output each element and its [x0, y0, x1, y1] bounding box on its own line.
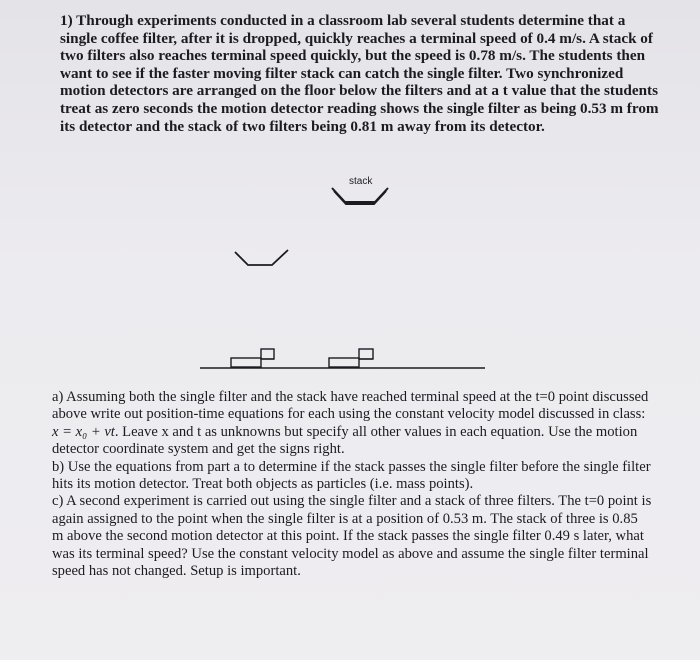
- motion-detector-icon: [231, 349, 274, 367]
- part-a-intro: a) Assuming both the single filter and the stack have reached terminal speed at the t=0 point discussed above write out position-time equations for each using the constant velocity model discussed in class:: [52, 389, 649, 423]
- part-b: b) Use the equations from part a to determine if the stack passes the single filter before the single filter hits its motion detector. Treat both objects as particles (i.e. mass points).: [52, 458, 651, 493]
- part-a-rest: . Leave x and t as unknowns but specify all other values in each equation. Use the motion detector coordinate system and get the signs right.: [52, 423, 638, 458]
- stack-filter-icon: [332, 188, 388, 204]
- single-filter-icon: [235, 250, 288, 265]
- filter-diagram: [0, 172, 700, 382]
- stack-label: stack: [349, 176, 373, 187]
- part-c: c) A second experiment is carried out using the single filter and a stack of three filters. The t=0 point is again assigned to the point when the single filter is at a position of 0.53 m. The stack of three is 0.85 m above the second motion detector at this point. If the stack passes the single filter 0.49 s later, what was its terminal speed? Use the constant velocity model as above and assume the single filter terminal speed has not changed. Setup is important.: [52, 493, 652, 580]
- problem-intro: 1) Through experiments conducted in a classroom lab several students determine that a single coffee filter, after it is dropped, quickly reaches a terminal speed of 0.4 m/s. A stack of two filters also reaches terminal speed quickly, but the speed is 0.78 m/s. The students then want to see if the faster moving filter stack can catch the single filter. Two synchronized motion detectors are arranged on the floor below the filters and at a t value that the students treat as zero seconds the motion detector reading shows the single filter as being 0.53 m from its detector and the stack of two filters being 0.81 m away from its detector.: [60, 12, 659, 135]
- motion-detector-icon: [329, 349, 373, 367]
- position-equation: x = x₀ + vt: [52, 423, 115, 440]
- diagram-svg: [0, 172, 700, 382]
- problem-parts: [52, 389, 652, 580]
- part-a: [52, 389, 652, 459]
